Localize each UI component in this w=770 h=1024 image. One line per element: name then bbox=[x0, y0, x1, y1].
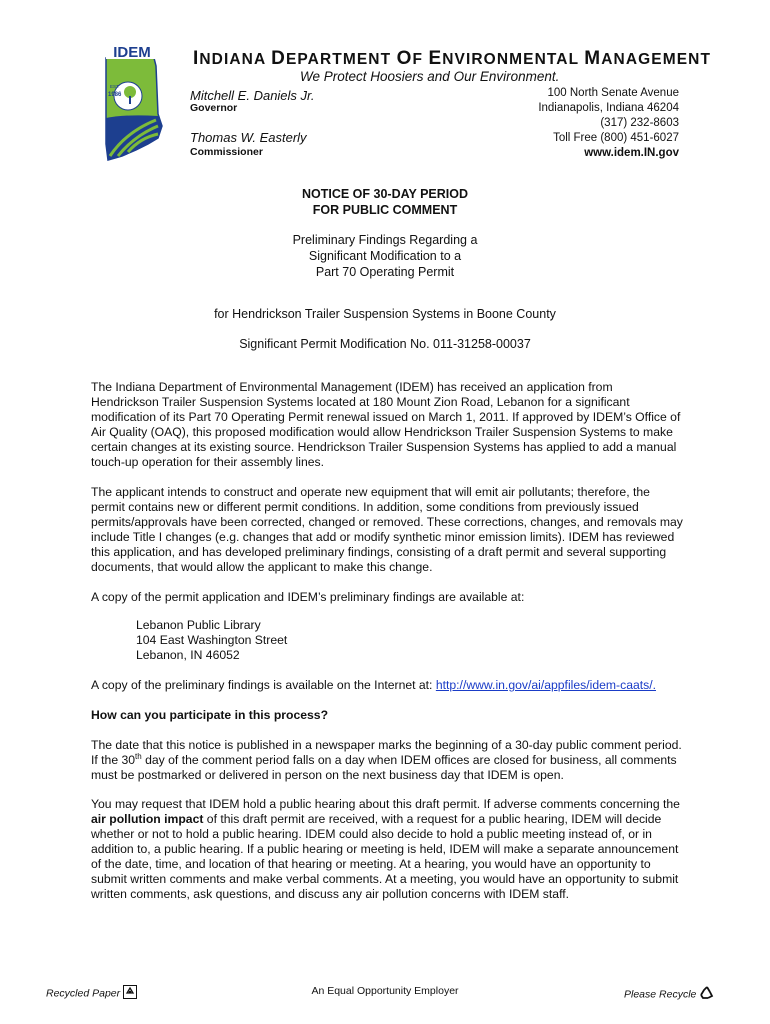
paragraph-4 bbox=[91, 678, 683, 693]
logo-est-label: EST. bbox=[110, 84, 120, 89]
address-street: 100 North Senate Avenue bbox=[547, 87, 679, 99]
idem-caats-link[interactable]: http://www.in.gov/ai/appfiles/idem-caats/. bbox=[435, 678, 656, 692]
governor-title: Governor bbox=[190, 102, 238, 114]
library-name: Lebanon Public Library bbox=[136, 618, 261, 632]
address-block bbox=[538, 86, 679, 161]
findings-line-2: Significant Modification to a bbox=[308, 249, 462, 263]
recycled-paper-label: Recycled Paper bbox=[46, 987, 121, 1000]
paragraph-1 bbox=[91, 380, 683, 470]
indiana-state-logo-icon bbox=[96, 44, 176, 164]
paragraph-6-bold: air pollution impact bbox=[91, 812, 204, 826]
dept-word-initial: O bbox=[396, 48, 413, 69]
findings-line-1: Preliminary Findings Regarding a bbox=[292, 233, 478, 247]
for-line: for Hendrickson Trailer Suspension Systems in Boone County bbox=[214, 307, 556, 321]
commissioner-name: Thomas W. Easterly bbox=[190, 130, 307, 145]
address-phone: (317) 232-8603 bbox=[600, 117, 679, 129]
tagline: We Protect Hoosiers and Our Environment. bbox=[300, 69, 560, 84]
paragraph-2 bbox=[91, 485, 683, 575]
recycle-icon bbox=[699, 985, 715, 1004]
paragraph-4-prefix: A copy of the preliminary findings is available on the Internet at: bbox=[91, 678, 436, 692]
notice-title bbox=[0, 186, 770, 218]
please-recycle-label: Please Recycle bbox=[624, 988, 697, 1001]
paragraph-5 bbox=[91, 738, 683, 783]
participation-heading: How can you participate in this process? bbox=[91, 708, 329, 722]
dept-word-rest: NVIRONMENTAL bbox=[442, 51, 579, 68]
paragraph-1-text: The Indiana Department of Environmental Management (IDEM) has received an application from Hendrickson Trailer Suspension Systems located at 180 Mount Zion Road, Lebanon for a significant modification of its Part 70 Operating Permit renewal issued on March 1, 2011. If approved by IDEM’s Office of Air Quality (OAQ), this proposed modification would allow Hendrickson Trailer Suspension Systems to make certain changes at its existing source. Hendrickson Trailer Suspension Systems has applied to add a manual touch-up operation for their assembly lines. bbox=[91, 380, 681, 469]
paragraph-3: A copy of the permit application and IDEM’s preliminary findings are available at: bbox=[91, 590, 525, 604]
paragraph-5-part-a: The date that this notice is published in a newspaper marks the beginning of a 30-day public comment period. If the 30 bbox=[91, 738, 682, 767]
paragraph-5-part-b: day of the comment period falls on a day when IDEM offices are closed for business, all comments must be postmarked or delivered in person on the next business day that IDEM is open. bbox=[91, 753, 677, 782]
permit-number-line: Significant Permit Modification No. 011-31258-00037 bbox=[239, 337, 531, 351]
library-city: Lebanon, IN 46052 bbox=[136, 648, 240, 662]
footer-right bbox=[624, 985, 715, 1004]
notice-title-line-2: FOR PUBLIC COMMENT bbox=[312, 203, 458, 217]
dept-word-initial: M bbox=[584, 48, 602, 69]
dept-word-rest: F bbox=[412, 51, 424, 68]
footer-center: An Equal Opportunity Employer bbox=[311, 985, 459, 997]
notice-title-line-1: NOTICE OF 30-DAY PERIOD bbox=[301, 187, 468, 201]
findings-heading bbox=[0, 232, 770, 280]
ordinal-suffix: th bbox=[135, 751, 142, 761]
department-title bbox=[193, 48, 711, 70]
dept-word-initial: E bbox=[428, 48, 443, 69]
logo-est-year: 1986 bbox=[108, 92, 122, 98]
idem-logo bbox=[96, 44, 176, 164]
dept-word-rest: ANAGEMENT bbox=[601, 51, 712, 68]
paragraph-2-text: The applicant intends to construct and operate new equipment that will emit air pollutants; therefore, the permit contains new or different permit conditions. In addition, some conditions from previously issued permits/approvals have been corrected, changed or removed. These corrections, changes, and removals may include Title I changes (e.g. changes that add or modify synthetic minor emission limits). IDEM has reviewed this application, and has developed preliminary findings, consisting of a draft permit and several supporting documents, that would allow the applicant to make this change. bbox=[91, 485, 683, 574]
address-city: Indianapolis, Indiana 46204 bbox=[538, 102, 679, 114]
dept-word-initial: D bbox=[271, 48, 286, 69]
paragraph-6-part-b: of this draft permit are received, with a request for a public hearing, IDEM will decide whether or not to hold a public hearing. IDEM could also decide to hold a public meeting instead of, or in addition to, a public hearing. If a public hearing or meeting is held, IDEM will make a separate announcement of the date, time, and location of that hearing or meeting. At a hearing, you would have an opportunity to submit written comments and make verbal comments. At a meeting, you would have an opportunity to submit written comments, ask questions, and discuss any air pollution concerns with IDEM staff. bbox=[91, 812, 679, 901]
logo-text: IDEM bbox=[113, 44, 151, 61]
paragraph-6 bbox=[91, 797, 683, 902]
library-street: 104 East Washington Street bbox=[136, 633, 288, 647]
address-website: www.idem.IN.gov bbox=[584, 147, 679, 159]
dept-word-rest: EPARTMENT bbox=[285, 51, 392, 68]
findings-line-3: Part 70 Operating Permit bbox=[315, 265, 455, 279]
address-toll-free: Toll Free (800) 451-6027 bbox=[553, 132, 679, 144]
library-address bbox=[136, 618, 287, 663]
commissioner-title: Commissioner bbox=[190, 146, 263, 158]
dept-word-initial: I bbox=[193, 48, 200, 69]
governor-name: Mitchell E. Daniels Jr. bbox=[190, 88, 315, 103]
paragraph-6-part-a: You may request that IDEM hold a public hearing about this draft permit. If adverse comments concerning the bbox=[91, 797, 680, 811]
dept-word-rest: NDIANA bbox=[199, 51, 266, 68]
